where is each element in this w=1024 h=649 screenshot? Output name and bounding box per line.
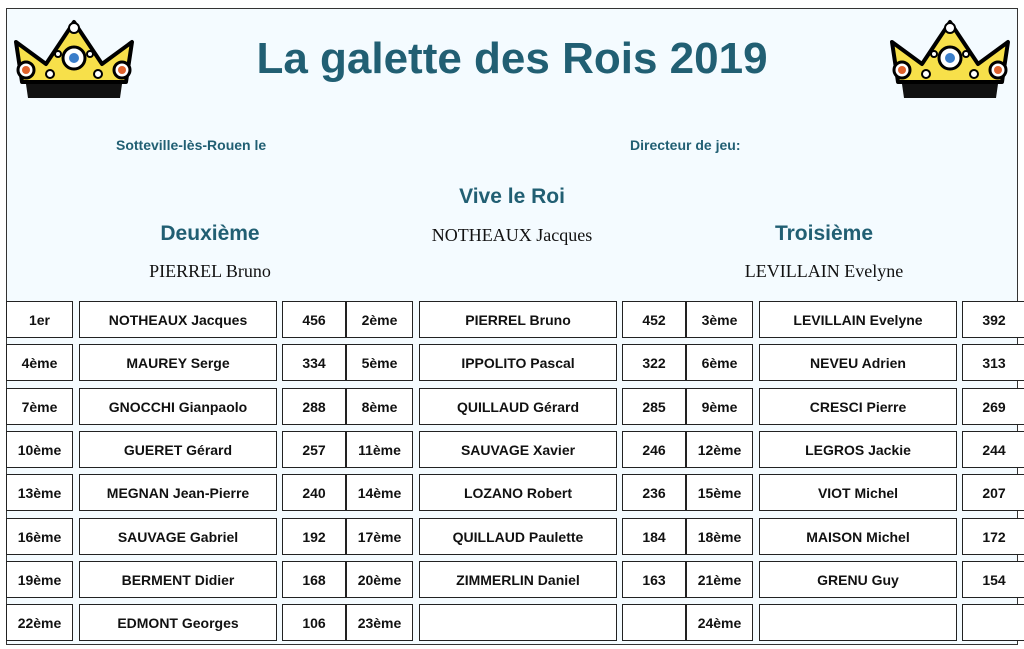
name-cell: CRESCI Pierre — [759, 388, 957, 425]
name-cell: VIOT Michel — [759, 474, 957, 511]
rank-cell: 4ème — [6, 344, 73, 381]
score-cell: 285 — [622, 388, 686, 425]
rank-cell: 12ème — [686, 431, 753, 468]
rank-cell: 14ème — [346, 474, 413, 511]
score-cell: 269 — [962, 388, 1024, 425]
score-cell: 172 — [962, 518, 1024, 555]
rank-cell: 7ème — [6, 388, 73, 425]
rank-cell: 20ème — [346, 561, 413, 598]
rank-cell: 19ème — [6, 561, 73, 598]
score-cell: 207 — [962, 474, 1024, 511]
name-cell: LEGROS Jackie — [759, 431, 957, 468]
score-cell: 154 — [962, 561, 1024, 598]
score-cell — [962, 604, 1024, 641]
page-title: La galette des Rois 2019 — [256, 34, 768, 83]
rank-cell: 17ème — [346, 518, 413, 555]
rank-cell: 23ème — [346, 604, 413, 641]
name-cell: SAUVAGE Xavier — [419, 431, 617, 468]
score-cell: 313 — [962, 344, 1024, 381]
score-cell: 240 — [282, 474, 346, 511]
rank-cell: 1er — [6, 301, 73, 338]
rank-cell: 10ème — [6, 431, 73, 468]
score-cell: 184 — [622, 518, 686, 555]
name-cell: GRENU Guy — [759, 561, 957, 598]
name-cell: MAUREY Serge — [79, 344, 277, 381]
rank-cell: 6ème — [686, 344, 753, 381]
score-cell: 106 — [282, 604, 346, 641]
name-cell: IPPOLITO Pascal — [419, 344, 617, 381]
score-cell: 456 — [282, 301, 346, 338]
name-cell: ZIMMERLIN Daniel — [419, 561, 617, 598]
name-cell: NOTHEAUX Jacques — [79, 301, 277, 338]
rank-cell: 13ème — [6, 474, 73, 511]
score-cell: 192 — [282, 518, 346, 555]
name-cell: LEVILLAIN Evelyne — [759, 301, 957, 338]
rank-cell: 8ème — [346, 388, 413, 425]
score-cell: 168 — [282, 561, 346, 598]
second-heading: Deuxième — [160, 222, 260, 245]
name-cell — [419, 604, 617, 641]
rank-cell: 3ème — [686, 301, 753, 338]
place-label: Sotteville-lès-Rouen le — [116, 137, 267, 153]
rank-cell: 24ème — [686, 604, 753, 641]
name-cell: BERMENT Didier — [79, 561, 277, 598]
name-cell: QUILLAUD Gérard — [419, 388, 617, 425]
rank-cell: 18ème — [686, 518, 753, 555]
score-cell: 163 — [622, 561, 686, 598]
rank-cell: 15ème — [686, 474, 753, 511]
rank-cell: 2ème — [346, 301, 413, 338]
name-cell: PIERREL Bruno — [419, 301, 617, 338]
rank-cell: 22ème — [6, 604, 73, 641]
rank-cell: 5ème — [346, 344, 413, 381]
name-cell: EDMONT Georges — [79, 604, 277, 641]
director-label: Directeur de jeu: — [630, 137, 741, 153]
score-cell: 244 — [962, 431, 1024, 468]
name-cell: QUILLAUD Paulette — [419, 518, 617, 555]
third-name: LEVILLAIN Evelyne — [744, 261, 904, 281]
name-cell: MEGNAN Jean-Pierre — [79, 474, 277, 511]
name-cell: SAUVAGE Gabriel — [79, 518, 277, 555]
rank-cell: 11ème — [346, 431, 413, 468]
score-cell: 257 — [282, 431, 346, 468]
king-heading: Vive le Roi — [459, 185, 565, 208]
third-heading: Troisième — [774, 222, 874, 245]
rank-cell: 21ème — [686, 561, 753, 598]
rank-cell: 16ème — [6, 518, 73, 555]
king-name: NOTHEAUX Jacques — [431, 225, 593, 245]
rank-cell: 9ème — [686, 388, 753, 425]
name-cell — [759, 604, 957, 641]
score-cell: 392 — [962, 301, 1024, 338]
name-cell: NEVEU Adrien — [759, 344, 957, 381]
name-cell: LOZANO Robert — [419, 474, 617, 511]
score-cell: 322 — [622, 344, 686, 381]
score-cell — [622, 604, 686, 641]
name-cell: GNOCCHI Gianpaolo — [79, 388, 277, 425]
score-cell: 452 — [622, 301, 686, 338]
name-cell: GUERET Gérard — [79, 431, 277, 468]
name-cell: MAISON Michel — [759, 518, 957, 555]
score-cell: 236 — [622, 474, 686, 511]
score-cell: 246 — [622, 431, 686, 468]
score-cell: 288 — [282, 388, 346, 425]
second-name: PIERREL Bruno — [149, 261, 271, 281]
score-cell: 334 — [282, 344, 346, 381]
